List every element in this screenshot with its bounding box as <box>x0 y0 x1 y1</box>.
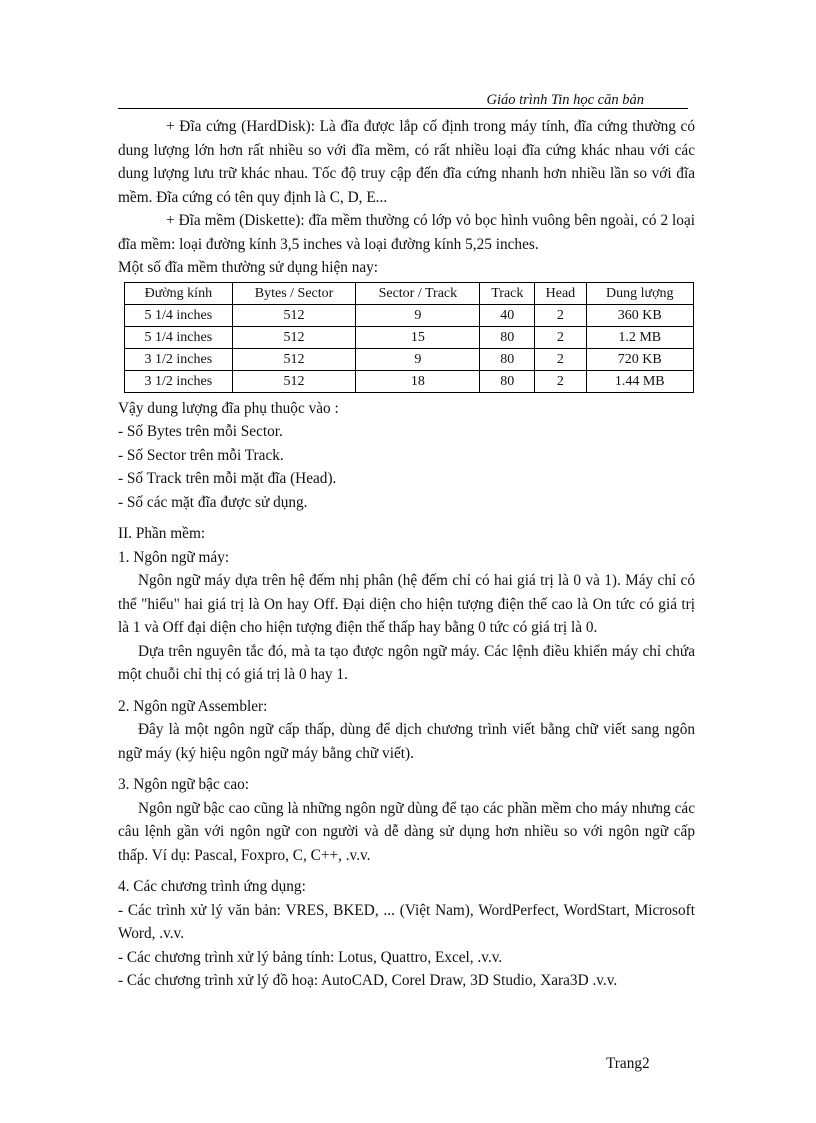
header-cell: Head <box>535 282 586 304</box>
capacity-intro: Vậy dung lượng đĩa phụ thuộc vào : <box>118 399 339 417</box>
list-item: - Số Bytes trên mỗi Sector. <box>118 423 283 440</box>
table-cell: 5 1/4 inches <box>125 326 233 348</box>
highlevel-heading: 3. Ngôn ngữ bậc cao: <box>118 776 250 793</box>
diskette-paragraph: + Đĩa mềm (Diskette): đĩa mềm thường có lớp vỏ bọc hình vuông bên ngoài, có 2 loại đĩa mềm: loại đường kính 3,5 inches và loại đường kính 5,25 inches. <box>118 212 695 253</box>
table-cell: 512 <box>232 326 356 348</box>
assembler-heading: 2. Ngôn ngữ Assembler: <box>118 697 268 715</box>
table-cell: 5 1/4 inches <box>125 304 233 326</box>
machine-language-paragraph-2: Dựa trên nguyên tắc đó, mà ta tạo được ngôn ngữ máy. Các lệnh điều khiển máy chỉ chứa một chuỗi chỉ thị có giá trị là 0 hay 1. <box>118 642 695 683</box>
list-item: - Các trình xử lý văn bản: VRES, BKED, ... (Việt Nam), WordPerfect, WordStart, Microsoft Word, .v.v. <box>118 901 695 942</box>
page-header <box>118 92 688 109</box>
table-cell: 512 <box>232 304 356 326</box>
table-row <box>125 326 694 348</box>
header-cell: Dung lượng <box>586 282 693 304</box>
header-title: Giáo trình Tin học căn bản <box>486 92 644 108</box>
list-item: - Các chương trình xử lý đồ hoạ: AutoCAD, Corel Draw, 3D Studio, Xara3D .v.v. <box>118 972 618 989</box>
table-row <box>125 370 694 392</box>
software-heading: II. Phần mềm: <box>118 525 206 542</box>
machine-language-heading: 1. Ngôn ngữ máy: <box>118 548 230 566</box>
assembler-paragraph: Đây là một ngôn ngữ cấp thấp, dùng để dịch chương trình viết bằng chữ viết sang ngôn ngữ máy (ký hiệu ngôn ngữ máy bằng chữ viết). <box>118 721 695 762</box>
harddisk-paragraph: + Đĩa cứng (HardDisk): Là đĩa được lắp cố định trong máy tính, đĩa cứng thường có dung lượng lớn hơn rất nhiều so với đĩa mềm, có rất nhiều loại đĩa cứng khác nhau với các dung lượng lưu trữ khác nhau. Tốc độ truy cập đến đĩa cứng nhanh hơn nhiều lần so với đĩa mềm. Đĩa cứng có tên quy định là C, D, E... <box>118 118 695 206</box>
highlevel-paragraph: Ngôn ngữ bậc cao cũng là những ngôn ngữ dùng để tạo các phần mềm cho máy nhưng các câu lệnh gần với ngôn ngữ con người và dễ dàng sử dụng hơn nhiều so với ngôn ngữ cấp thấp. Ví dụ: Pascal, Foxpro, C, C++, .v.v. <box>118 799 695 864</box>
table-cell: 80 <box>480 348 535 370</box>
table-cell: 360 KB <box>586 304 693 326</box>
table-cell: 1.44 MB <box>586 370 693 392</box>
table-cell: 512 <box>232 370 356 392</box>
table-header-row <box>125 282 694 304</box>
list-item: - Số các mặt đĩa được sử dụng. <box>118 493 308 511</box>
table-cell: 2 <box>535 304 586 326</box>
apps-heading: 4. Các chương trình ứng dụng: <box>118 878 306 895</box>
table-cell: 720 KB <box>586 348 693 370</box>
list-item: - Các chương trình xử lý bảng tính: Lotus, Quattro, Excel, .v.v. <box>118 948 503 966</box>
table-cell: 2 <box>535 348 586 370</box>
table-cell: 40 <box>480 304 535 326</box>
list-item: - Số Track trên mỗi mặt đĩa (Head). <box>118 470 337 487</box>
page-number: Trang2 <box>606 1055 650 1072</box>
header-cell: Track <box>480 282 535 304</box>
list-item: - Số Sector trên mỗi Track. <box>118 446 284 464</box>
floppy-disk-table <box>124 282 694 393</box>
table-cell: 512 <box>232 348 356 370</box>
table-cell: 15 <box>356 326 480 348</box>
table-row <box>125 348 694 370</box>
table-row <box>125 304 694 326</box>
machine-language-paragraph-1: Ngôn ngữ máy dựa trên hệ đếm nhị phân (hệ đếm chỉ có hai giá trị là 0 và 1). Máy chỉ có thể "hiểu" hai giá trị là On hay Off. Đại diện cho hiện tượng điện thế cao là On tức có giá trị là 1 và Off đại diện cho hiện tượng điện thế thấp hay bằng 0 tức có giá trị là 0. <box>118 572 695 636</box>
page-content <box>118 115 695 993</box>
table-cell: 2 <box>535 326 586 348</box>
table-caption: Một số đĩa mềm thường sử dụng hiện nay: <box>118 259 379 276</box>
header-cell: Đường kính <box>125 282 233 304</box>
table-cell: 3 1/2 inches <box>125 348 233 370</box>
table-cell: 80 <box>480 370 535 392</box>
table-cell: 9 <box>356 304 480 326</box>
header-cell: Sector / Track <box>356 282 480 304</box>
table-cell: 9 <box>356 348 480 370</box>
table-cell: 80 <box>480 326 535 348</box>
table-cell: 1.2 MB <box>586 326 693 348</box>
table-cell: 18 <box>356 370 480 392</box>
table-cell: 2 <box>535 370 586 392</box>
table-cell: 3 1/2 inches <box>125 370 233 392</box>
header-cell: Bytes / Sector <box>232 282 356 304</box>
